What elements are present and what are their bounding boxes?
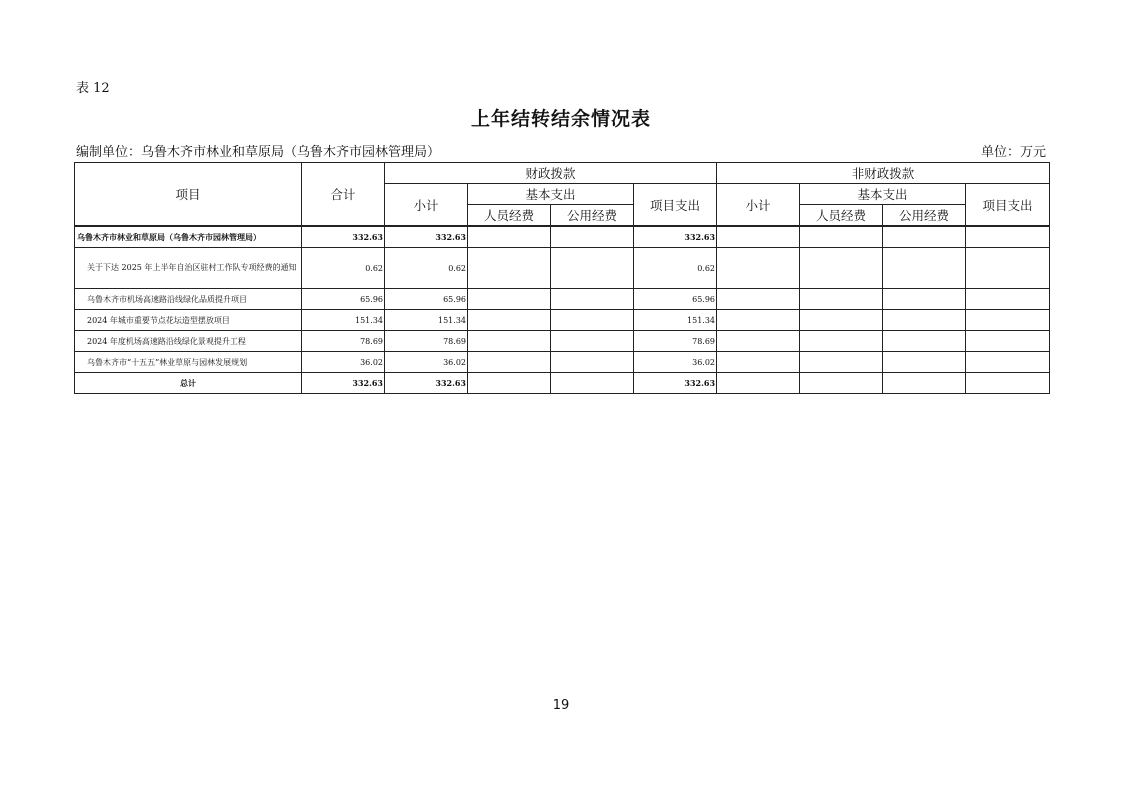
header-fiscal-subtotal: 小计 (385, 184, 468, 227)
header-nonfiscal-personnel: 人员经费 (800, 205, 883, 227)
cell-nonfiscal-project (966, 248, 1050, 289)
cell-fiscal-public (551, 352, 634, 373)
header-fiscal-public: 公用经费 (551, 205, 634, 227)
cell-fiscal-subtotal: 332.63 (385, 226, 468, 248)
cell-nonfiscal-subtotal (717, 331, 800, 352)
row-name: 乌鲁木齐市“十五五”林业草原与园林发展规划 (75, 352, 302, 373)
table-row (75, 352, 1050, 373)
cell-fiscal-subtotal: 151.34 (385, 310, 468, 331)
table-row (75, 226, 1050, 248)
cell-fiscal-personnel (468, 331, 551, 352)
cell-fiscal-public (551, 289, 634, 310)
row-name: 2024 年度机场高速路沿线绿化景观提升工程 (75, 331, 302, 352)
row-name: 乌鲁木齐市机场高速路沿线绿化品质提升项目 (75, 289, 302, 310)
cell-fiscal-subtotal: 78.69 (385, 331, 468, 352)
cell-fiscal-project: 78.69 (634, 331, 717, 352)
cell-nonfiscal-public (883, 373, 966, 394)
header-fiscal-basic: 基本支出 (468, 184, 634, 205)
cell-nonfiscal-project (966, 289, 1050, 310)
cell-nonfiscal-project (966, 310, 1050, 331)
cell-fiscal-public (551, 248, 634, 289)
cell-nonfiscal-personnel (800, 226, 883, 248)
cell-nonfiscal-personnel (800, 352, 883, 373)
page-title: 上年结转结余情况表 (470, 108, 651, 130)
table-row (75, 310, 1050, 331)
carryover-balance-table (74, 162, 1050, 394)
cell-fiscal-project: 36.02 (634, 352, 717, 373)
cell-fiscal-public (551, 226, 634, 248)
cell-nonfiscal-public (883, 352, 966, 373)
cell-fiscal-public (551, 310, 634, 331)
cell-nonfiscal-public (883, 226, 966, 248)
cell-nonfiscal-personnel (800, 373, 883, 394)
table-row (75, 289, 1050, 310)
cell-nonfiscal-public (883, 289, 966, 310)
cell-fiscal-project: 332.63 (634, 226, 717, 248)
cell-nonfiscal-subtotal (717, 248, 800, 289)
cell-fiscal-public (551, 373, 634, 394)
cell-fiscal-project: 65.96 (634, 289, 717, 310)
cell-fiscal-project: 151.34 (634, 310, 717, 331)
cell-nonfiscal-public (883, 310, 966, 331)
compiling-unit: 编制单位：乌鲁木齐市林业和草原局（乌鲁木齐市园林管理局） (76, 145, 441, 160)
cell-nonfiscal-personnel (800, 289, 883, 310)
cell-nonfiscal-subtotal (717, 226, 800, 248)
cell-nonfiscal-subtotal (717, 373, 800, 394)
cell-fiscal-subtotal: 36.02 (385, 352, 468, 373)
cell-nonfiscal-personnel (800, 248, 883, 289)
cell-nonfiscal-project (966, 352, 1050, 373)
row-name: 总计 (75, 373, 302, 394)
cell-total: 0.62 (302, 248, 385, 289)
cell-fiscal-public (551, 331, 634, 352)
table-row (75, 248, 1050, 289)
currency-unit: 单位：万元 (980, 145, 1046, 160)
header-fiscal-personnel: 人员经费 (468, 205, 551, 227)
header-total: 合计 (302, 163, 385, 227)
header-nonfiscal-subtotal: 小计 (717, 184, 800, 227)
cell-nonfiscal-public (883, 331, 966, 352)
cell-fiscal-subtotal: 65.96 (385, 289, 468, 310)
cell-total: 151.34 (302, 310, 385, 331)
header-nonfiscal-project: 项目支出 (966, 184, 1050, 227)
header-nonfiscal-basic: 基本支出 (800, 184, 966, 205)
table-row (75, 331, 1050, 352)
cell-nonfiscal-personnel (800, 310, 883, 331)
cell-nonfiscal-subtotal (717, 352, 800, 373)
row-name: 2024 年城市重要节点花坛造型摆放项目 (75, 310, 302, 331)
page-number: 19 (552, 698, 570, 713)
header-nonfiscal: 非财政拨款 (717, 163, 1050, 184)
header-fiscal: 财政拨款 (385, 163, 717, 184)
cell-total: 36.02 (302, 352, 385, 373)
cell-total: 78.69 (302, 331, 385, 352)
header-item: 项目 (75, 163, 302, 227)
cell-fiscal-subtotal: 332.63 (385, 373, 468, 394)
row-name: 关于下达 2025 年上半年自治区驻村工作队专项经费的通知 (75, 248, 302, 289)
cell-nonfiscal-project (966, 373, 1050, 394)
cell-nonfiscal-public (883, 248, 966, 289)
total-row (75, 373, 1050, 394)
cell-nonfiscal-subtotal (717, 310, 800, 331)
cell-nonfiscal-project (966, 331, 1050, 352)
header-fiscal-project: 项目支出 (634, 184, 717, 227)
row-name: 乌鲁木齐市林业和草原局（乌鲁木齐市园林管理局） (75, 226, 302, 248)
cell-fiscal-project: 332.63 (634, 373, 717, 394)
cell-fiscal-personnel (468, 373, 551, 394)
cell-total: 332.63 (302, 226, 385, 248)
cell-fiscal-personnel (468, 226, 551, 248)
cell-fiscal-subtotal: 0.62 (385, 248, 468, 289)
table-number: 表 12 (76, 81, 110, 96)
cell-fiscal-project: 0.62 (634, 248, 717, 289)
cell-fiscal-personnel (468, 310, 551, 331)
cell-nonfiscal-subtotal (717, 289, 800, 310)
cell-nonfiscal-project (966, 226, 1050, 248)
cell-fiscal-personnel (468, 248, 551, 289)
cell-fiscal-personnel (468, 289, 551, 310)
cell-total: 332.63 (302, 373, 385, 394)
cell-total: 65.96 (302, 289, 385, 310)
header-nonfiscal-public: 公用经费 (883, 205, 966, 227)
cell-nonfiscal-personnel (800, 331, 883, 352)
cell-fiscal-personnel (468, 352, 551, 373)
